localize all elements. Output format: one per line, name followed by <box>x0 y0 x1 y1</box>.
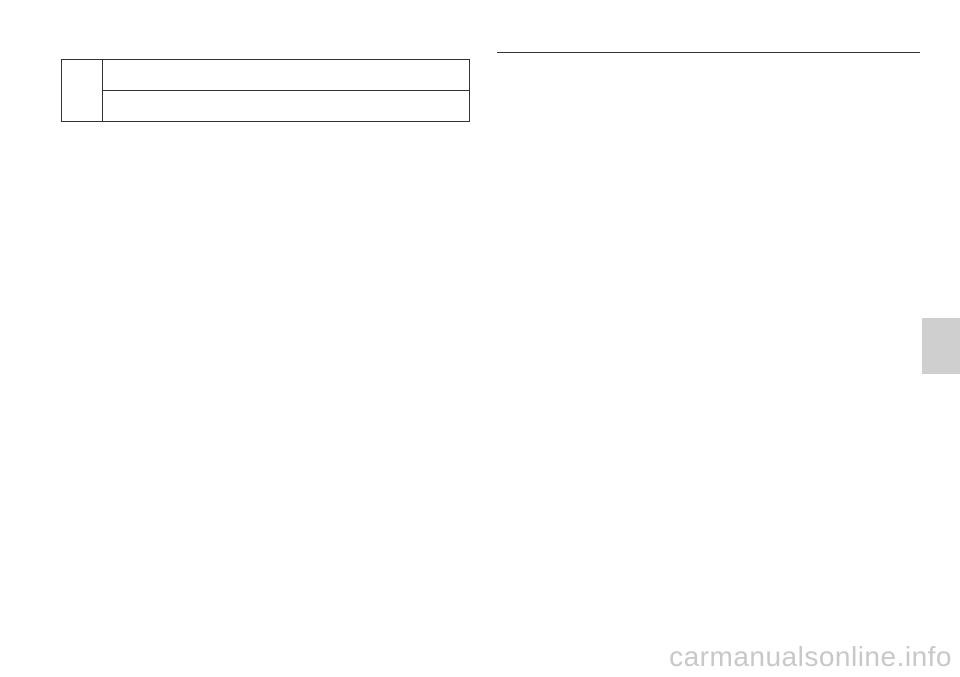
row10-gross-mass-cell <box>103 91 470 122</box>
table-row <box>62 91 470 122</box>
dimensions-table <box>61 59 470 122</box>
watermark-logo: carmanualsonline.info <box>669 641 952 672</box>
chapter-tab[interactable] <box>922 318 960 374</box>
header-rule <box>497 52 920 53</box>
table-row <box>62 60 470 91</box>
row-number <box>62 60 103 122</box>
row10-curb-mass-cell <box>103 60 470 91</box>
right-column <box>497 59 922 73</box>
